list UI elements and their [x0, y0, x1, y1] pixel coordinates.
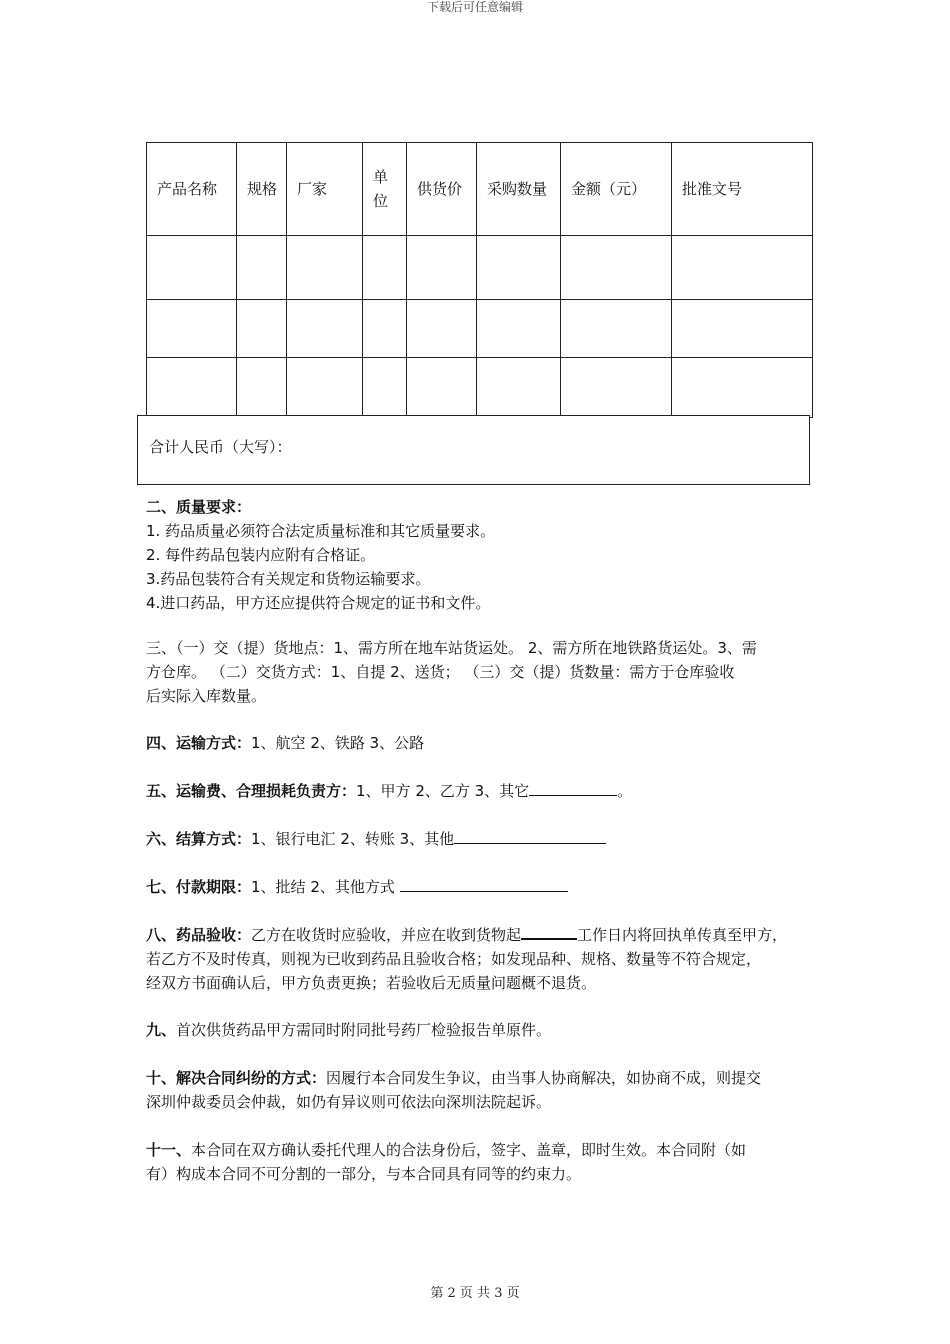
table-cell[interactable]	[287, 236, 363, 300]
delivery-line-3: 后实际入库数量。	[146, 687, 267, 705]
table-header-row	[147, 143, 813, 236]
table-cell[interactable]	[147, 358, 237, 418]
freight-text: 1、甲方 2、乙方 3、其它	[356, 782, 530, 800]
page-number: 第 2 页 共 3 页	[430, 1286, 520, 1301]
table-cell[interactable]	[477, 300, 561, 358]
freight-other-blank[interactable]	[529, 781, 617, 796]
table-cell[interactable]	[237, 358, 287, 418]
settlement-other-blank[interactable]	[454, 829, 606, 844]
table-row	[147, 236, 813, 300]
effect-section	[146, 1138, 826, 1186]
table-cell[interactable]	[147, 236, 237, 300]
quality-section	[146, 495, 826, 615]
payment-title: 七、付款期限：	[146, 878, 252, 896]
delivery-line-1: 三、（一）交（提）货地点：1、需方所在地车站货运处。 2、需方所在地铁路货运处。3、需	[146, 639, 757, 657]
header-amount: 金额（元）	[561, 143, 672, 236]
transport-title: 四、运输方式：	[146, 734, 252, 752]
table-cell[interactable]	[672, 300, 813, 358]
table-cell[interactable]	[407, 236, 477, 300]
transport-section	[146, 731, 826, 755]
table-cell[interactable]	[407, 300, 477, 358]
table-cell[interactable]	[477, 236, 561, 300]
quality-item: 1. 药品质量必须符合法定质量标准和其它质量要求。	[146, 522, 496, 540]
header-note: 下载后可任意编辑	[426, 0, 523, 14]
header-unit-text: 单位	[373, 168, 389, 210]
transport-text: 1、航空 2、铁路 3、公路	[251, 734, 425, 752]
freight-section	[146, 779, 826, 803]
quality-item: 4.进口药品，甲方还应提供符合规定的证书和文件。	[146, 594, 491, 612]
table-cell[interactable]	[477, 358, 561, 418]
delivery-line-2: 方仓库。 （二）交货方式：1、自提 2、送货； （三）交（提）货数量：需方于仓库验收	[146, 663, 735, 681]
acceptance-section	[146, 923, 826, 995]
table-cell[interactable]	[561, 236, 672, 300]
table-cell[interactable]	[147, 300, 237, 358]
settlement-section	[146, 827, 826, 851]
quality-item: 3.药品包装符合有关规定和货物运输要求。	[146, 570, 431, 588]
product-table	[146, 142, 813, 418]
header-product-name: 产品名称	[147, 143, 237, 236]
table-cell[interactable]	[407, 358, 477, 418]
table-cell[interactable]	[237, 236, 287, 300]
header-unit	[363, 143, 407, 236]
effect-text: 本合同在双方确认委托代理人的合法身份后，签字、盖章，即时生效。本合同附（如	[191, 1141, 747, 1159]
payment-text: 1、批结 2、其他方式	[251, 878, 400, 896]
dispute-text: 因履行本合同发生争议，由当事人协商解决，如协商不成，则提交	[326, 1069, 762, 1087]
table-cell[interactable]	[363, 236, 407, 300]
header-spec: 规格	[237, 143, 287, 236]
payment-section	[146, 875, 826, 899]
table-cell[interactable]	[287, 300, 363, 358]
freight-title: 五、运输费、合理损耗负责方：	[146, 782, 357, 800]
settlement-title: 六、结算方式：	[146, 830, 252, 848]
header-manufacturer: 厂家	[287, 143, 363, 236]
table-cell[interactable]	[363, 358, 407, 418]
delivery-section	[146, 636, 826, 708]
total-label: 合计人民币（大写）：	[149, 438, 292, 456]
acceptance-line-2: 若乙方不及时传真，则视为已收到药品且验收合格；如发现品种、规格、数量等不符合规定，	[146, 950, 762, 968]
header-supply-price: 供货价	[407, 143, 477, 236]
dispute-line-2: 深圳仲裁委员会仲裁，如仍有异议则可依法向深圳法院起诉。	[146, 1093, 552, 1111]
dispute-section	[146, 1066, 826, 1114]
header-approval-number: 批准文号	[672, 143, 813, 236]
acceptance-text-1: 乙方在收货时应验收，并应在收到货物起	[251, 926, 522, 944]
quality-title: 二、质量要求：	[146, 498, 252, 516]
table-row	[147, 358, 813, 418]
first-supply-title: 九、	[146, 1021, 177, 1039]
acceptance-days-blank[interactable]	[521, 924, 577, 940]
total-amount-box[interactable]	[137, 415, 810, 485]
acceptance-title: 八、药品验收：	[146, 926, 252, 944]
header-quantity: 采购数量	[477, 143, 561, 236]
table-cell[interactable]	[672, 236, 813, 300]
effect-title: 十一、	[146, 1141, 192, 1159]
table-cell[interactable]	[561, 300, 672, 358]
settlement-text: 1、银行电汇 2、转账 3、其他	[251, 830, 455, 848]
table-row	[147, 300, 813, 358]
payment-other-blank[interactable]	[400, 877, 568, 892]
table-cell[interactable]	[237, 300, 287, 358]
table-cell[interactable]	[672, 358, 813, 418]
table-cell[interactable]	[287, 358, 363, 418]
acceptance-line-3: 经双方书面确认后，甲方负责更换；若验收后无质量问题概不退货。	[146, 974, 597, 992]
table-cell[interactable]	[363, 300, 407, 358]
freight-end: 。	[617, 782, 633, 800]
first-supply-text: 首次供货药品甲方需同时附同批号药厂检验报告单原件。	[176, 1021, 552, 1039]
quality-item: 2. 每件药品包装内应附有合格证。	[146, 546, 376, 564]
effect-line-2: 有）构成本合同不可分割的一部分，与本合同具有同等的约束力。	[146, 1165, 582, 1183]
first-supply-section	[146, 1018, 826, 1042]
table-cell[interactable]	[561, 358, 672, 418]
acceptance-text-2: 工作日内将回执单传真至甲方，	[577, 926, 788, 944]
dispute-title: 十、解决合同纠纷的方式：	[146, 1069, 327, 1087]
